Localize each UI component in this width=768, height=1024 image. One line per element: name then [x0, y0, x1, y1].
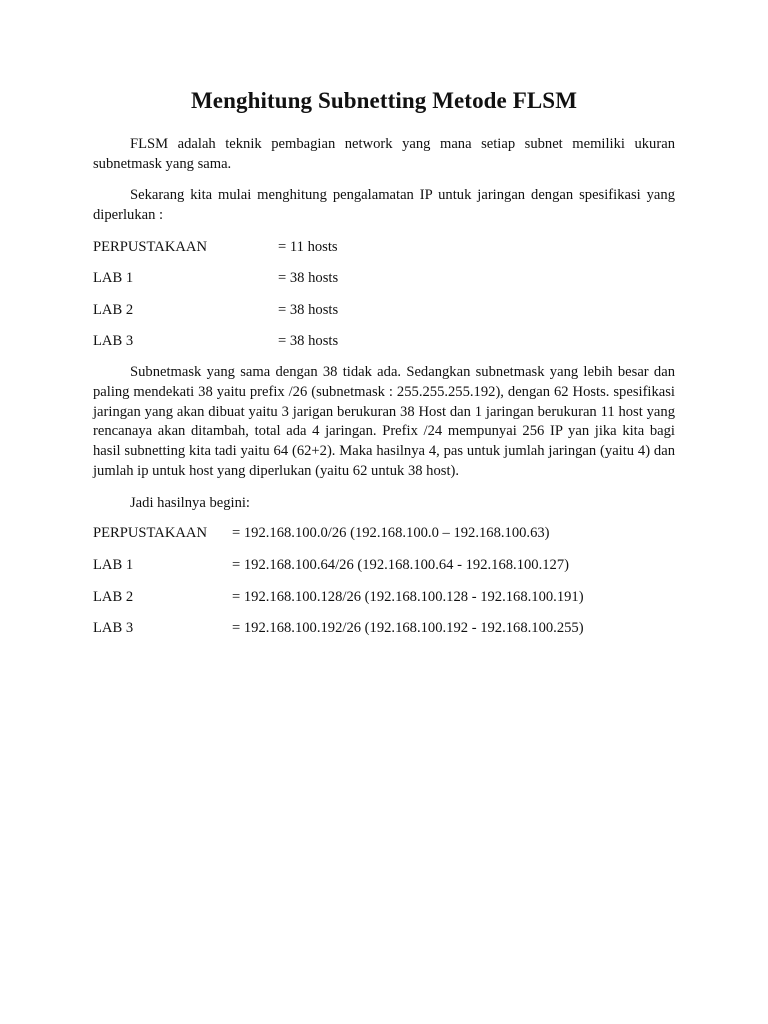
network-name: LAB 2 — [93, 301, 134, 318]
result-row — [93, 619, 675, 651]
subnet-range: = 192.168.100.64/26 (192.168.100.64 - 192.168.100.127) — [232, 556, 569, 573]
requirement-row — [93, 301, 675, 333]
document-title: Menghitung Subnetting Metode FLSM — [190, 88, 578, 113]
network-name: PERPUSTAKAAN — [93, 525, 207, 542]
intro-paragraph: Sekarang kita mulai menghitung pengalamatan IP untuk jaringan dengan spesifikasi yang diperlukan : — [93, 187, 675, 224]
result-row — [93, 524, 675, 556]
network-name: PERPUSTAKAAN — [93, 238, 207, 255]
network-name: LAB 2 — [93, 588, 134, 605]
result-row — [93, 588, 675, 620]
results-list — [93, 524, 675, 651]
requirement-row — [93, 332, 675, 364]
requirements-list — [93, 238, 675, 364]
network-name: LAB 3 — [93, 333, 134, 350]
network-name: LAB 1 — [93, 556, 134, 573]
network-name: LAB 3 — [93, 620, 134, 637]
network-name: LAB 1 — [93, 270, 134, 287]
requirement-row — [93, 269, 675, 301]
host-count: = 38 hosts — [278, 301, 339, 318]
subnet-range: = 192.168.100.192/26 (192.168.100.192 - 192.168.100.255) — [232, 620, 584, 637]
host-count: = 11 hosts — [278, 238, 338, 255]
host-count: = 38 hosts — [278, 333, 339, 350]
subnet-range: = 192.168.100.0/26 (192.168.100.0 – 192.168.100.63) — [232, 525, 550, 542]
host-count: = 38 hosts — [278, 270, 339, 287]
subnet-range: = 192.168.100.128/26 (192.168.100.128 - 192.168.100.191) — [232, 588, 584, 605]
requirement-row — [93, 238, 675, 270]
intro-paragraph: FLSM adalah teknik pembagian network yang mana setiap subnet memiliki ukuran subnetmask yang sama. — [93, 136, 675, 172]
explanation-paragraph: Subnetmask yang sama dengan 38 tidak ada. Sedangkan subnetmask yang lebih besar dan paling mendekati 38 yaitu prefix /26 (subnetmask : 255.255.255.192), dengan 62 Hosts. spesifikasi jaringan yang akan dibuat yaitu 3 jarigan berukuran 38 Host dan 1 jaringan berukuran 11 host yang rencanaya akan ditambah, total ada 4 jaringan. Prefix /24 mempunyai 256 IP yan jika kita bagi hasil subnetting kita tadi yaitu 64 (62+2). Maka hasilnya 4, pas untuk jumlah jaringan (yaitu 4) dan jumlah ip untuk host yang diperlukan (yaitu 62 untuk 38 host). — [93, 364, 675, 479]
result-row — [93, 556, 675, 588]
result-intro: Jadi hasilnya begini: — [130, 494, 250, 511]
document-page — [93, 86, 675, 651]
